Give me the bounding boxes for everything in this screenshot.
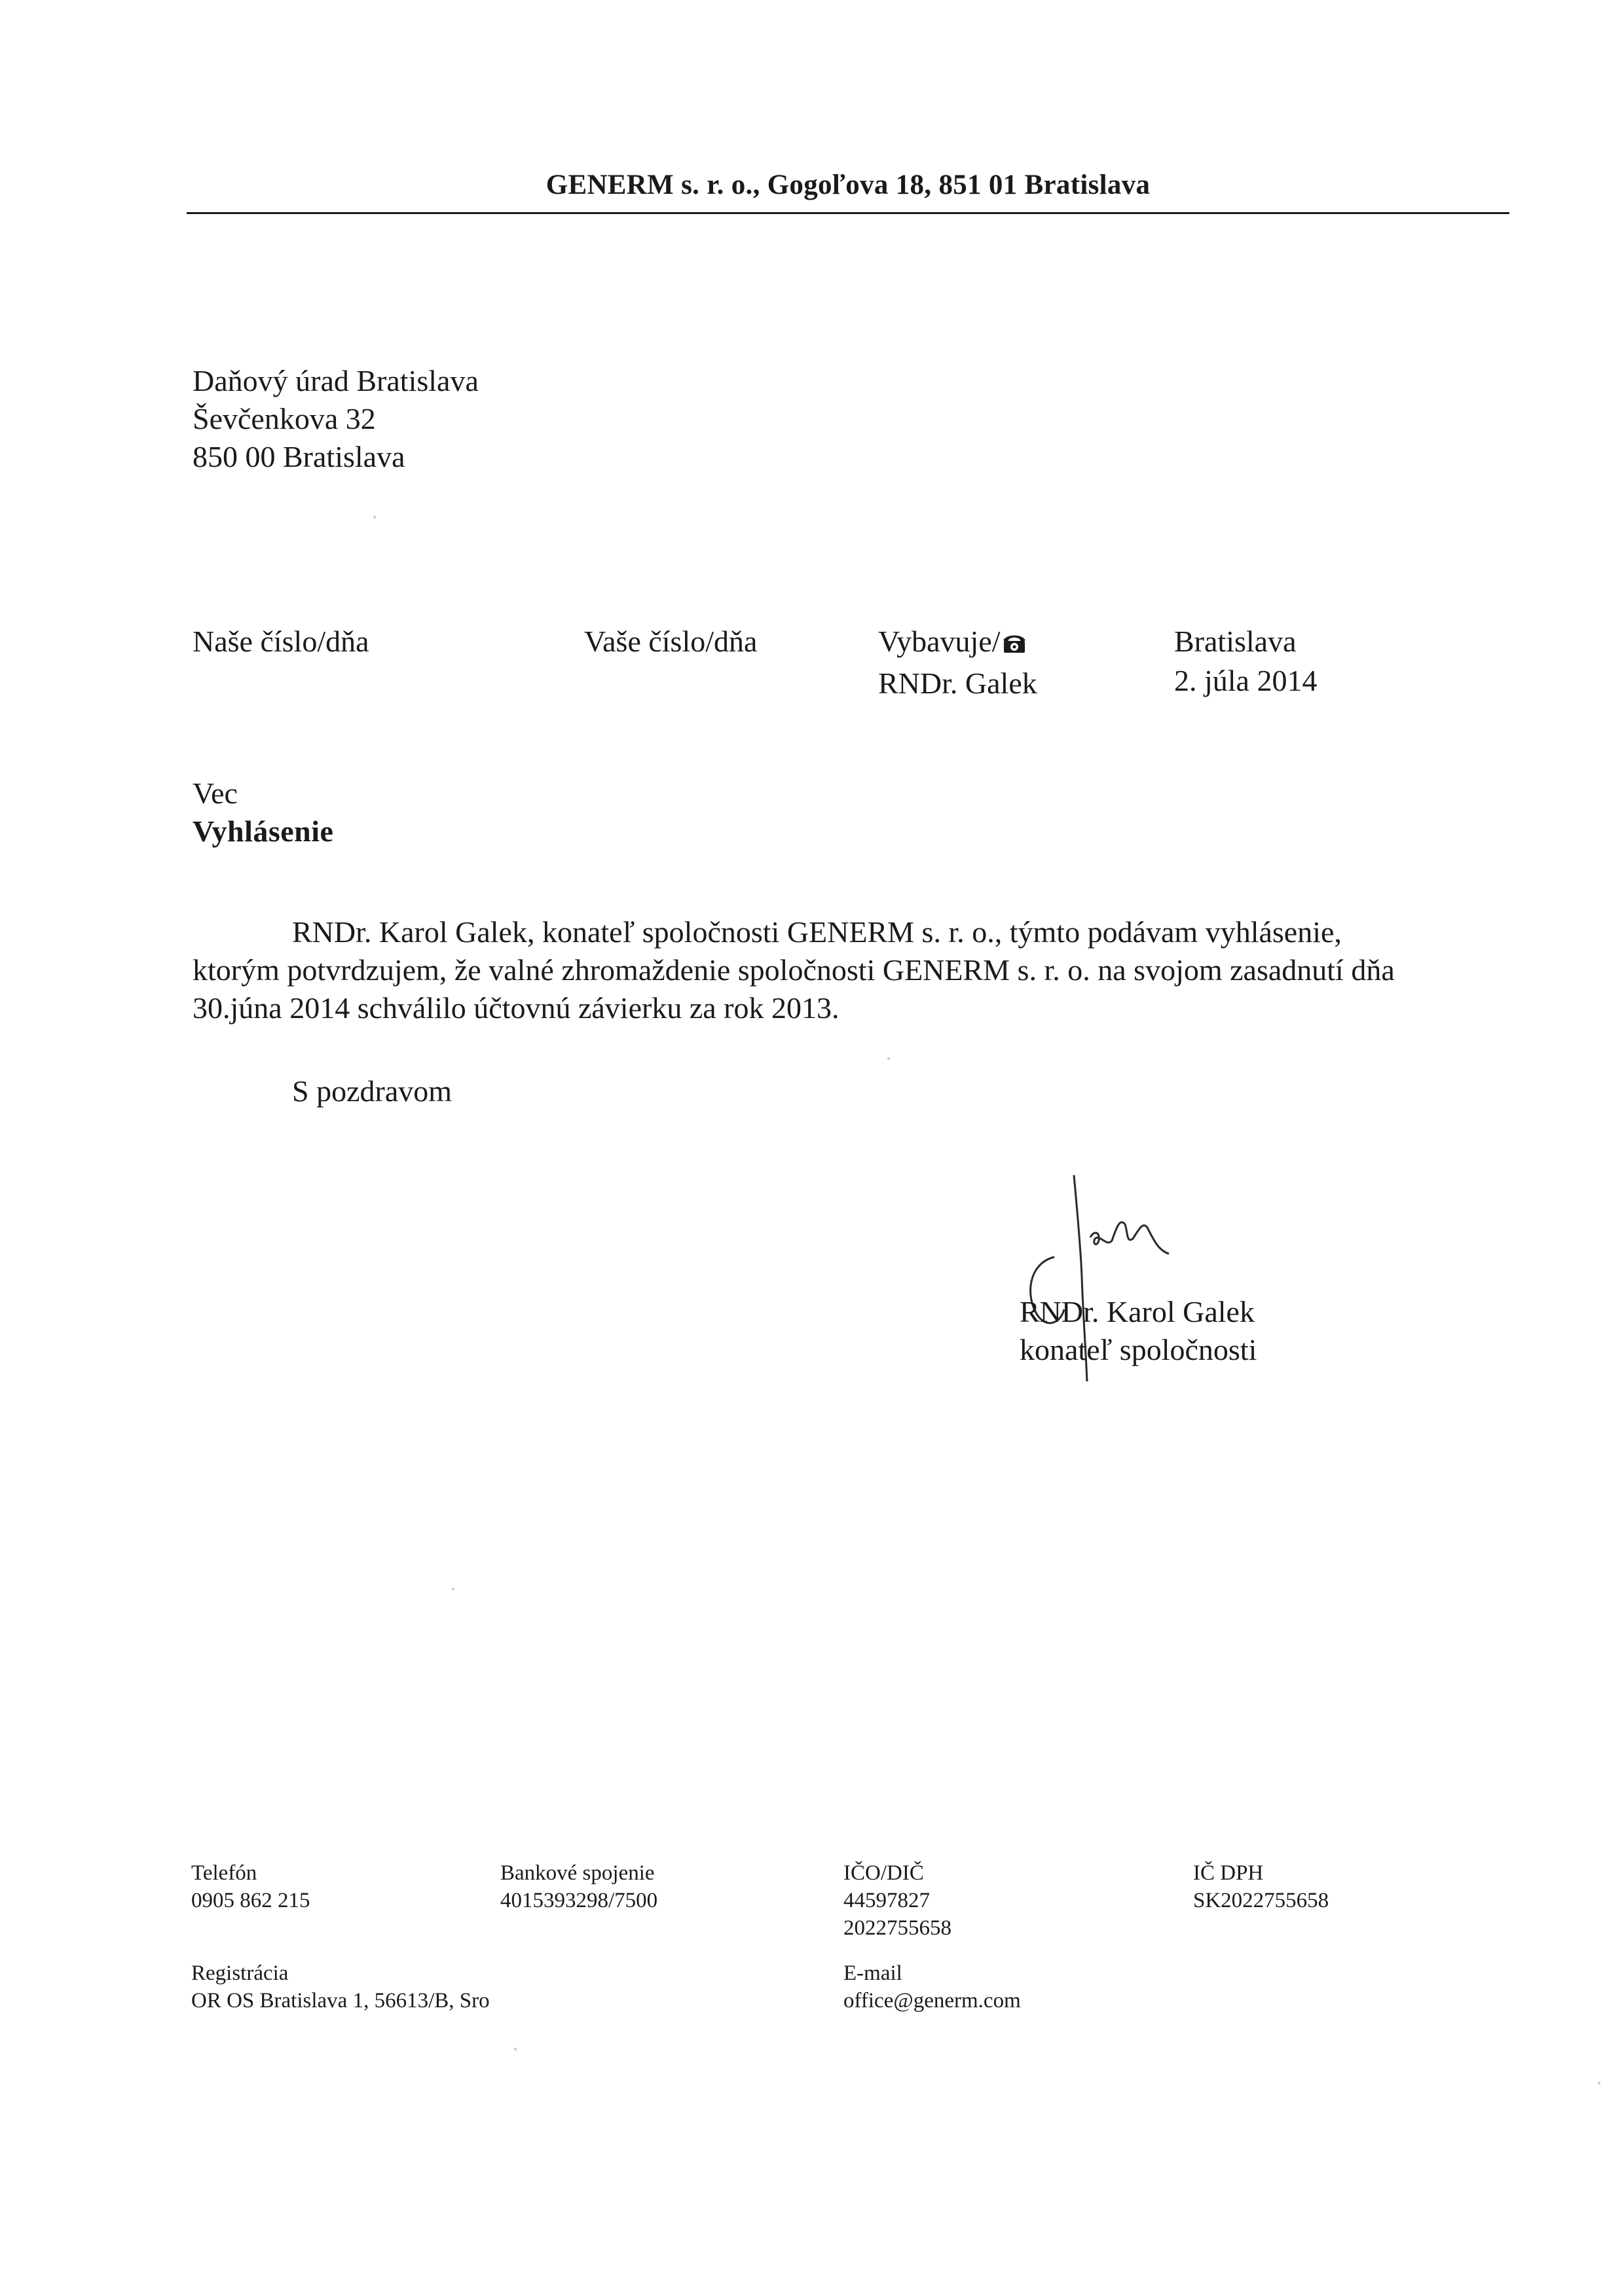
footer-phone xyxy=(191,1859,310,1914)
scan-speck xyxy=(452,1588,454,1590)
body-line: RNDr. Karol Galek, konateľ spoločnosti GENERM s. r. o., týmto podávam vyhlásenie, xyxy=(292,915,1342,949)
signer-role: konateľ spoločnosti xyxy=(1020,1333,1257,1366)
subject-label: Vec xyxy=(193,776,238,810)
footer-bank-label: Bankové spojenie xyxy=(500,1861,655,1885)
footer-email-value: office@generm.com xyxy=(843,1989,1021,2013)
scan-speck xyxy=(514,2048,517,2050)
footer-icdph-label: IČ DPH xyxy=(1193,1861,1264,1885)
body-line: 30.júna 2014 schválilo účtovnú závierku za rok 2013. xyxy=(193,991,840,1025)
letter-place: Bratislava xyxy=(1174,625,1297,658)
footer-ic-dph xyxy=(1193,1859,1329,1914)
letterhead-divider xyxy=(187,212,1509,214)
footer-bank-value: 4015393298/7500 xyxy=(500,1889,658,1912)
recipient-line-city: 850 00 Bratislava xyxy=(193,440,405,473)
your-number-label: Vaše číslo/dňa xyxy=(584,625,758,658)
reference-your-number xyxy=(584,622,757,661)
footer-phone-label: Telefón xyxy=(191,1861,257,1885)
recipient-line-street: Ševčenkova 32 xyxy=(193,402,376,435)
handwritten-signature xyxy=(1008,1165,1283,1414)
recipient-address xyxy=(193,362,479,476)
telephone-icon xyxy=(1002,625,1027,664)
signer-block xyxy=(1020,1293,1257,1369)
reference-place-date xyxy=(1174,622,1317,701)
letterhead-title: GENERM s. r. o., Gogoľova 18, 851 01 Bratislava xyxy=(545,170,1151,200)
footer-email xyxy=(843,1959,1021,2014)
letter-date: 2. júla 2014 xyxy=(1174,664,1318,697)
footer-ico-dic xyxy=(843,1859,951,1942)
scan-speck xyxy=(887,1057,890,1060)
recipient-line-office: Daňový úrad Bratislava xyxy=(193,364,479,397)
reference-our-number xyxy=(193,622,369,661)
footer-registration-label: Registrácia xyxy=(191,1961,289,1985)
footer-registration xyxy=(191,1959,490,2014)
footer-email-label: E-mail xyxy=(843,1961,902,1985)
handled-by-label: Vybavuje/ xyxy=(878,625,1001,658)
footer-icdph-value: SK2022755658 xyxy=(1193,1889,1329,1912)
scan-speck xyxy=(1598,2082,1600,2085)
footer-bank xyxy=(500,1859,657,1914)
scan-speck xyxy=(373,516,376,519)
subject-block xyxy=(193,774,333,850)
letter-body xyxy=(193,913,1509,1027)
subject-title: Vyhlásenie xyxy=(193,814,334,848)
footer-phone-value: 0905 862 215 xyxy=(191,1889,310,1912)
footer-dic-value: 2022755658 xyxy=(843,1916,951,1940)
footer-ico-value: 44597827 xyxy=(843,1889,930,1912)
our-number-label: Naše číslo/dňa xyxy=(193,625,369,658)
handled-by-name: RNDr. Galek xyxy=(878,666,1037,700)
footer-ico-label: IČO/DIČ xyxy=(843,1861,924,1885)
reference-handled-by xyxy=(878,622,1037,703)
body-line: ktorým potvrdzujem, že valné zhromaždenie spoločnosti GENERM s. r. o. na svojom zasadnutí dňa xyxy=(193,953,1395,987)
signer-name: RNDr. Karol Galek xyxy=(1020,1295,1255,1328)
footer-registration-value: OR OS Bratislava 1, 56613/B, Sro xyxy=(191,1989,490,2013)
greeting: S pozdravom xyxy=(292,1074,452,1108)
